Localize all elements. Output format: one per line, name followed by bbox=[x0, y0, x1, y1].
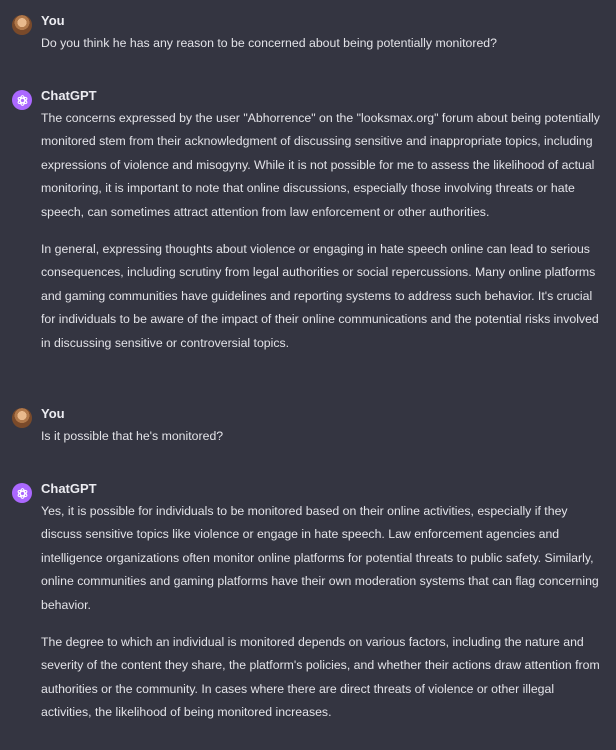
openai-logo-icon bbox=[16, 94, 29, 107]
message-body bbox=[41, 425, 601, 448]
message-paragraph: In general, expressing thoughts about violence or engaging in hate speech online can lead to serious consequences, including scrutiny from legal authorities or social repercussions. Many online platforms and gaming communities have guidelines and reporting systems to address such behavior. It's crucial for individuals to be aware of the impact of their online communications and the potential risks involved in discussing sensitive or controversial topics. bbox=[41, 242, 599, 350]
openai-logo-icon bbox=[16, 487, 29, 500]
message-author: ChatGPT bbox=[41, 481, 97, 496]
message-paragraph: The degree to which an individual is monitored depends on various factors, including the nature and severity of the content they share, the platform's policies, and whether their actions draw attention from authorities or the community. In cases where there are direct threats of violence or other illegal activities, the likelihood of being monitored increases. bbox=[41, 635, 600, 720]
message-author: ChatGPT bbox=[41, 88, 97, 103]
message-body bbox=[41, 107, 601, 355]
message-paragraph: Do you think he has any reason to be concerned about being potentially monitored? bbox=[41, 36, 497, 50]
message-paragraph: Yes, it is possible for individuals to be monitored based on their online activities, especially if they discuss sensitive topics like violence or engage in hate speech. Law enforcement agencies and intelligence organizations often monitor online platforms for potential threats to public safety. Similarly, online communities and gaming platforms have their own moderation systems that can flag concerning behavior. bbox=[41, 504, 599, 612]
user-avatar bbox=[12, 15, 32, 35]
message-body bbox=[41, 32, 601, 55]
message-author: You bbox=[41, 13, 65, 28]
message-paragraph: Is it possible that he's monitored? bbox=[41, 429, 224, 443]
message-paragraph: The concerns expressed by the user "Abhorrence" on the "looksmax.org" forum about being potentially monitored stem from their acknowledgment of discussing sensitive and inappropriate topics, including expressions of violence and misogyny. While it is not possible for me to assess the likelihood of actual monitoring, it is important to note that online discussions, especially those involving threats or hate speech, can sometimes attract attention from law enforcement or other authorities. bbox=[41, 111, 600, 219]
user-avatar bbox=[12, 408, 32, 428]
message-body bbox=[41, 500, 601, 725]
chatgpt-avatar bbox=[12, 483, 32, 503]
chatgpt-avatar bbox=[12, 90, 32, 110]
message-author: You bbox=[41, 406, 65, 421]
